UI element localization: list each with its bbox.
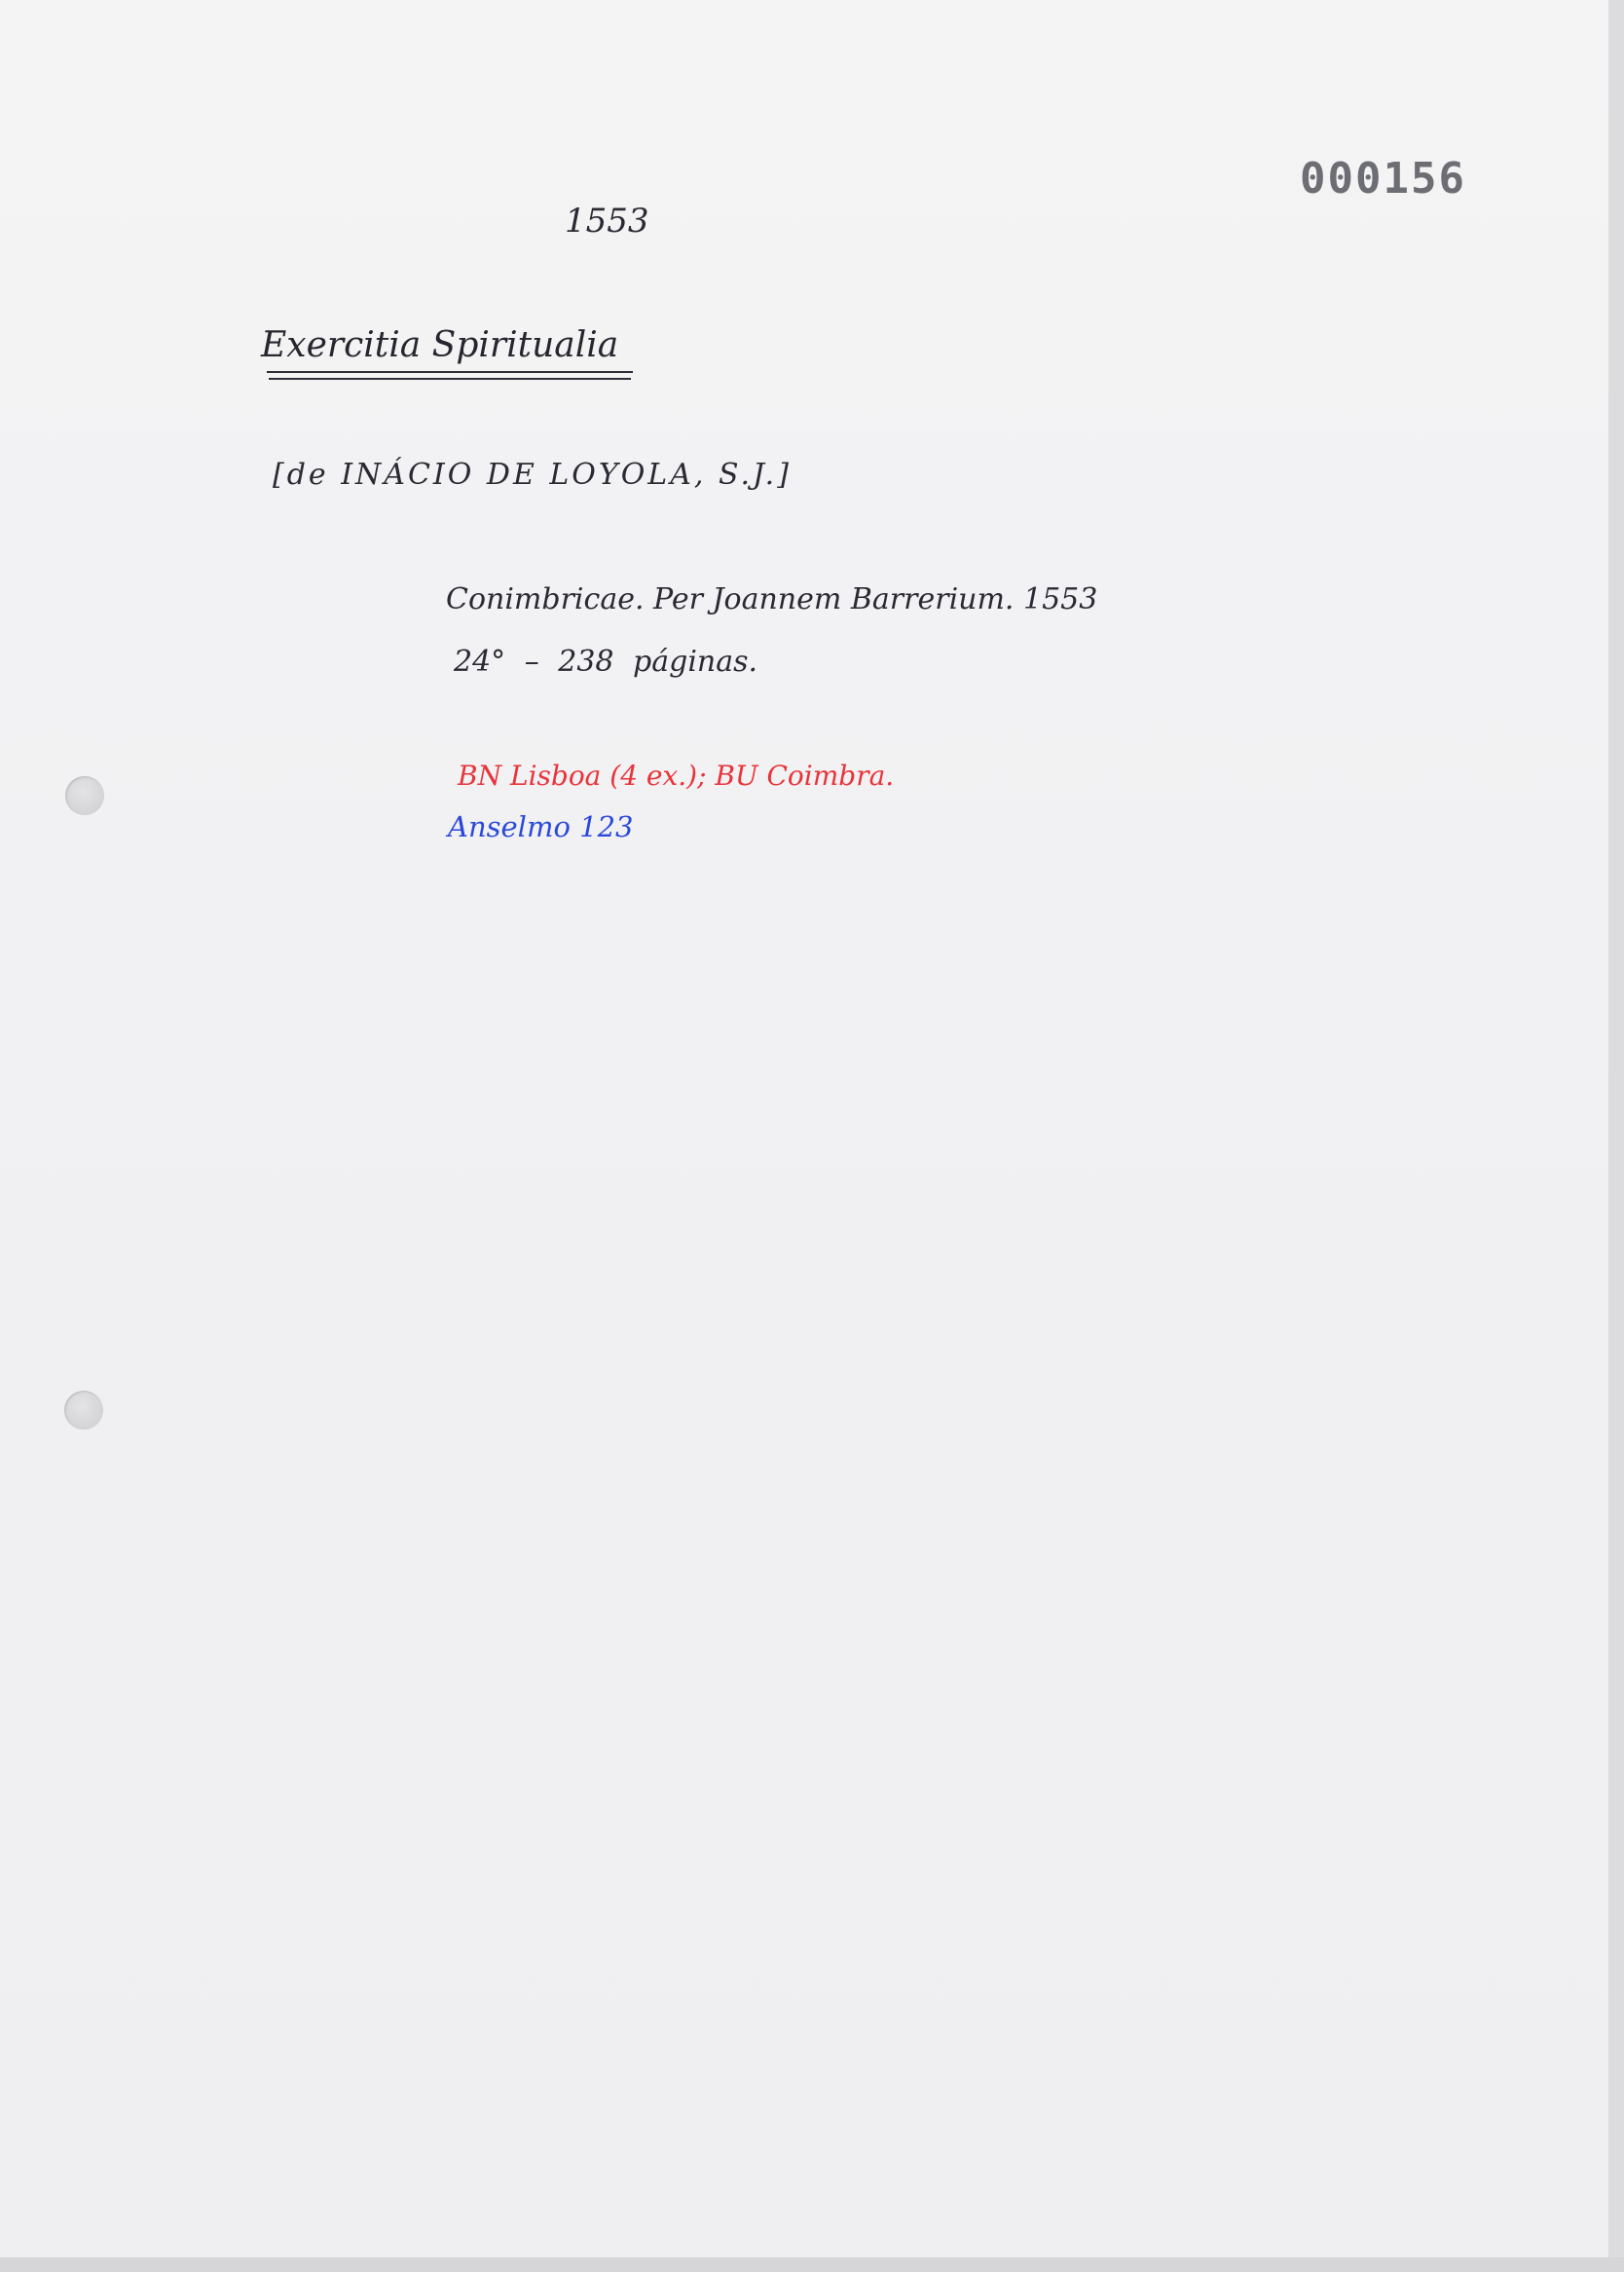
scan-edge-right bbox=[1608, 0, 1624, 2272]
title: Exercitia Spiritualia bbox=[261, 325, 619, 365]
imprint: Conimbricae. Per Joannem Barrerium. 1553 bbox=[446, 582, 1098, 616]
author: [de INÁCIO DE LOYOLA, S.J.] bbox=[273, 458, 792, 492]
punch-hole-bottom bbox=[64, 1391, 103, 1430]
bibliographic-reference: Anselmo 123 bbox=[448, 810, 634, 843]
title-underline bbox=[267, 371, 633, 373]
title-underline-second bbox=[269, 378, 631, 380]
format-pages: 24° – 238 páginas. bbox=[454, 645, 758, 679]
punch-hole-top bbox=[65, 776, 104, 815]
year: 1553 bbox=[565, 202, 649, 241]
scan-edge-bottom bbox=[0, 2257, 1624, 2272]
library-holdings: BN Lisboa (4 ex.); BU Coimbra. bbox=[458, 760, 895, 792]
stamp-number: 000156 bbox=[1300, 154, 1466, 204]
